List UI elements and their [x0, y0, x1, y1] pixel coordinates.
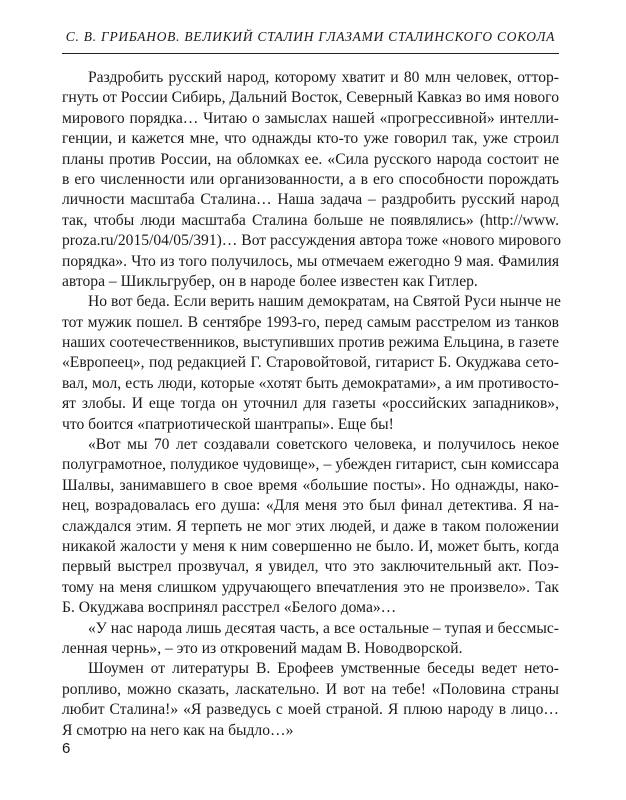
header-rule: [62, 53, 559, 54]
text-line: Раздробить русский народ, которому хватит и 80 млн человек, оттор-: [88, 69, 559, 86]
text-line: Я смотрю на него как на быдло…»: [62, 721, 294, 739]
text-line: мирового порядка… Читаю о замыслах нашей «прогрессивной» интелли-: [62, 109, 559, 127]
text-line: полуграмотное, полудикое чудовище», – убежден гитарист, сын комиссара: [62, 456, 559, 474]
text-line: порядка». Что из того получилось, мы отмечаем ежегодно 9 мая. Фамилия: [62, 252, 559, 270]
running-header: С. В. ГРИБАНОВ. ВЕЛИКИЙ СТАЛИН ГЛАЗАМИ СТАЛИНСКОГО СОКОЛА: [65, 29, 556, 44]
text-line: никакой жалости у меня к ним совершенно не было. И, может быть, когда: [62, 537, 559, 555]
text-line: ят злобы. И еще тогда он уточнил для газеты «российских западников»,: [62, 395, 559, 413]
text-line: личности масштаба Сталина… Наша задача – раздробить русский народ: [62, 191, 559, 209]
text-line: «Вот мы 70 лет создавали советского человека, и получилось некое: [88, 436, 559, 454]
text-line: «Европеец», под редакцией Г. Старовойтовой, гитарист Б. Окуджава сето-: [62, 354, 559, 372]
text-line: ропливо, можно сказать, ласкательно. И вот на тебе! «Половина страны: [62, 680, 559, 698]
text-line: нец, возрадовалась его душа: «Для меня это был финал детектива. Я на-: [62, 497, 559, 515]
text-line: Б. Окуджава воспринял расстрел «Белого дома»…: [62, 599, 397, 617]
text-line: тот мужик пошел. В сентябре 1993-го, перед самым расстрелом из танков: [62, 313, 559, 331]
paragraph: [62, 619, 559, 660]
text-line: что боится «патриотической шантрапы». Еще бы!: [62, 415, 394, 433]
text-line: Шалвы, занимавшего в свое время «большие посты». Но однажды, нако-: [62, 476, 559, 494]
paragraph: [62, 68, 562, 292]
text-line: ленная чернь», – это из откровений мадам В. Новодворской.: [62, 639, 463, 657]
paragraph: [62, 659, 559, 741]
text-line: генции, и кажется мне, что однажды кто-то уже говорил так, уже строил: [62, 130, 559, 148]
text-line: планы против России, на обломках ее. «Сила русского народа состоит не: [62, 150, 559, 168]
text-line: «У нас народа лишь десятая часть, а все остальные – тупая и бессмыс-: [88, 619, 559, 637]
text-line: вал, мол, есть люди, которые «хотят быть демократами», а им противосто-: [62, 374, 559, 392]
text-line: автора – Шикльгрубер, он в народе более известен как Гитлер.: [62, 272, 478, 290]
text-line: гнуть от России Сибирь, Дальний Восток, Северный Кавказ во имя нового: [62, 89, 559, 107]
page-body: [62, 68, 562, 741]
text-line: proza.ru/2015/04/05/391)… Вот рассуждения автора тоже «нового мирового: [62, 232, 562, 250]
text-line: тому на меня слишком удручающего впечатления это не произвело». Так: [62, 578, 559, 596]
text-line: наших соотечественников, выступивших против режима Ельцина, в газете: [62, 334, 559, 352]
text-line: Шоумен от литературы В. Ерофеев умственные беседы ведет нето-: [88, 660, 559, 678]
text-line: так, чтобы люди масштаба Сталина больше не появлялись» (http://www.: [62, 211, 559, 229]
text-line: слаждался этим. Я терпеть не мог этих людей, и даже в таком положении: [62, 517, 559, 535]
text-line: в его численности или организованности, а в его способности порождать: [62, 170, 559, 188]
paragraph: [62, 435, 559, 619]
page-number: 6: [62, 740, 71, 757]
paragraph: [62, 292, 559, 435]
text-line: любит Сталина!» «Я разведусь с моей страной. Я плюю народу в лицо…: [62, 701, 559, 719]
text-line: первый выстрел прозвучал, я увидел, что это заключительный акт. Поэ-: [62, 558, 559, 576]
text-line: Но вот беда. Если верить нашим демократам, на Святой Руси нынче не: [88, 293, 561, 311]
